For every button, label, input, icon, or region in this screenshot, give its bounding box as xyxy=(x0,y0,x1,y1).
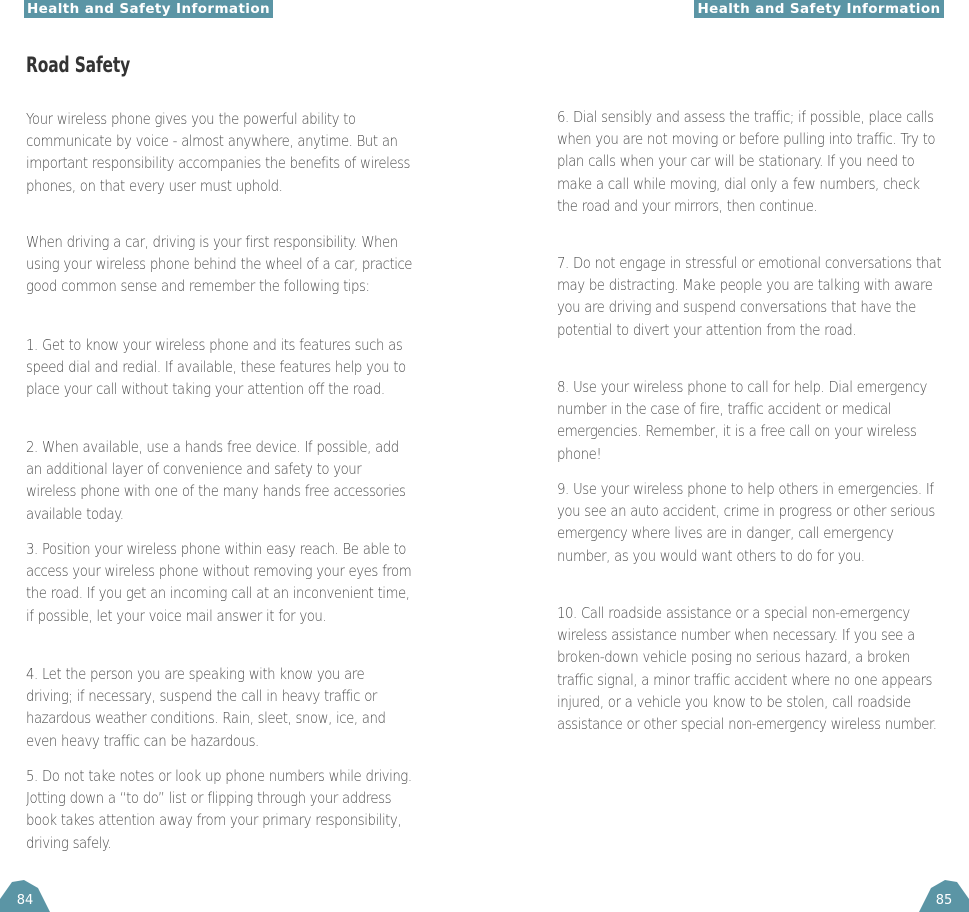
list-item: 10. Call roadside assistance or a special non-emergency wireless assistance number when necessary. If you see a broken-down vehicle posing no serious hazard, a broken traffic signal, a minor traffic accident where no one appears injured, or a vehicle you know to be stolen, call roadside assistance or other special non-emergency wireless number. xyxy=(557,604,937,734)
header-tab-right: Health and Safety Information xyxy=(694,0,944,18)
page-number-label: 84 xyxy=(16,893,34,908)
page-number-right xyxy=(919,880,969,912)
list-item: 8. Use your wireless phone to call for help. Dial emergency number in the case of fire, traffic accident or medical emergencies. Remember, it is a free call on your wireless phone! xyxy=(557,378,927,463)
list-item: 6. Dial sensibly and assess the traffic; if possible, place calls when you are not moving or before pulling into traffic. Try to plan calls when your car will be stationary. If you need to make a call while moving, dial only a few numbers, check the road and your mirrors, then continue. xyxy=(557,108,936,215)
list-item: 7. Do not engage in stressful or emotional conversations that may be distracting. Make people you are talking with aware you are driving and suspend conversations that have the potential to divert your attention from the road. xyxy=(557,254,942,339)
list-item: 2. When available, use a hands free device. If possible, add an additional layer of convenience and safety to your wireless phone with one of the many hands free accessories available today. xyxy=(26,438,406,523)
list-item: 1. Get to know your wireless phone and its features such as speed dial and redial. If available, these features help you to place your call without taking your attention off the road. xyxy=(26,336,406,399)
page-number-left xyxy=(0,880,50,912)
list-item: 3. Position your wireless phone within easy reach. Be able to access your wireless phone without removing your eyes from the road. If you get an incoming call at an inconvenient time, if possible, let your voice mail answer it for you. xyxy=(26,540,412,625)
list-item: 4. Let the person you are speaking with know you are driving; if necessary, suspend the call in heavy traffic or hazardous weather conditions. Rain, sleet, snow, ice, and even heavy traffic can be hazardous. xyxy=(26,665,386,750)
header-tab-left: Health and Safety Information xyxy=(24,0,273,18)
paragraph: When driving a car, driving is your first responsibility. When using your wireless phone behind the wheel of a car, practice good common sense and remember the following tips: xyxy=(26,233,413,296)
page-number-label: 85 xyxy=(935,893,953,908)
page-title: Road Safety xyxy=(26,53,131,77)
list-item: 9. Use your wireless phone to help others in emergencies. If you see an auto accident, crime in progress or other serious emergency where lives are in danger, call emergency number, as you would want others to do for you. xyxy=(557,480,935,565)
list-item: 5. Do not take notes or look up phone numbers while driving. Jotting down a “to do” list or flipping through your address book takes attention away from your primary responsibility, driving safely. xyxy=(26,767,412,852)
paragraph: Your wireless phone gives you the powerful ability to communicate by voice - almost anywhere, anytime. But an important responsibility accompanies the benefits of wireless phones, on that every user must uphold. xyxy=(26,110,411,195)
